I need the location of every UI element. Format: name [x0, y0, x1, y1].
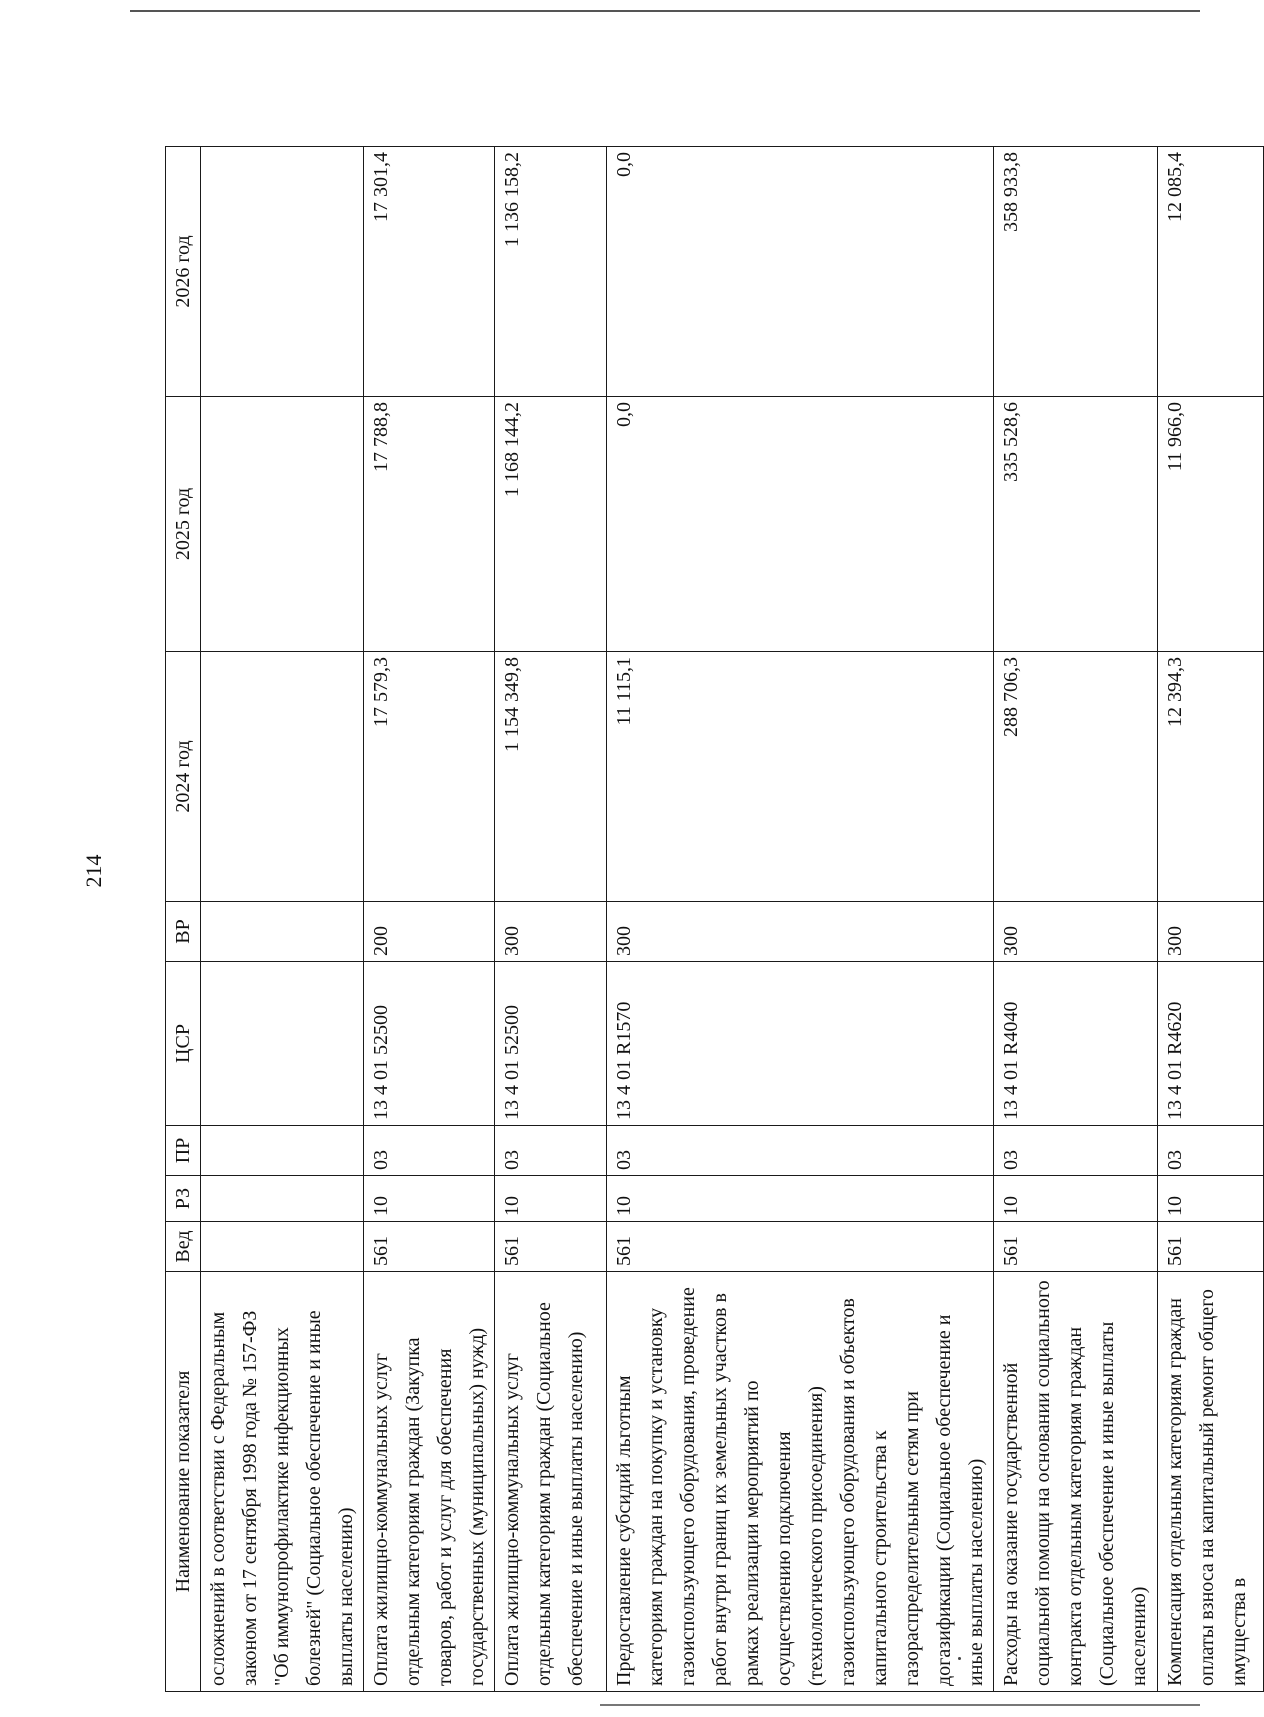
table-row	[364, 147, 495, 1692]
row-2026: 12 085,4	[1158, 147, 1264, 397]
header-pr: ПР	[166, 1126, 201, 1176]
row-csr: 13 4 01 R1570	[607, 962, 994, 1126]
row-ved: 561	[495, 1222, 607, 1272]
header-csr: ЦСР	[166, 962, 201, 1126]
budget-table	[165, 146, 1264, 1692]
table-row	[1158, 147, 1264, 1692]
row-pr	[201, 1126, 364, 1176]
row-vr: 200	[364, 902, 495, 962]
row-csr: 13 4 01 52500	[495, 962, 607, 1126]
row-csr: 13 4 01 R4620	[1158, 962, 1264, 1126]
row-2026: 0,0	[607, 147, 994, 397]
row-2025: 0,0	[607, 397, 994, 652]
row-pr: 03	[364, 1126, 495, 1176]
row-vr: 300	[607, 902, 994, 962]
table-row	[495, 147, 607, 1692]
row-2025: 17 788,8	[364, 397, 495, 652]
table-row	[607, 147, 994, 1692]
header-ved: Вед	[166, 1222, 201, 1272]
table-row	[994, 147, 1158, 1692]
row-name: Компенсация отдельным категориям граждан оплаты взноса на капитальный ремонт общего имущества в	[1158, 1272, 1264, 1692]
row-ved: 561	[364, 1222, 495, 1272]
row-vr: 300	[495, 902, 607, 962]
header-vr: ВР	[166, 902, 201, 962]
row-2024: 17 579,3	[364, 652, 495, 902]
row-rz: 10	[607, 1176, 994, 1222]
row-2025: 1 168 144,2	[495, 397, 607, 652]
row-name: Оплата жилищно-коммунальных услуг отдельным категориям граждан (Закупка товаров, работ и услуг для обеспечения государственных (муниципальных) нужд)	[364, 1272, 495, 1692]
row-csr: 13 4 01 52500	[364, 962, 495, 1126]
header-2025: 2025 год	[166, 397, 201, 652]
row-2024: 1 154 349,8	[495, 652, 607, 902]
row-2024: 288 706,3	[994, 652, 1158, 902]
row-rz: 10	[495, 1176, 607, 1222]
header-2026: 2026 год	[166, 147, 201, 397]
row-2026: 358 933,8	[994, 147, 1158, 397]
row-pr: 03	[495, 1126, 607, 1176]
row-name: Оплата жилищно-коммунальных услуг отдельным категориям граждан (Социальное обеспечение и иные выплаты населению)	[495, 1272, 607, 1692]
row-rz: 10	[1158, 1176, 1264, 1222]
row-2025	[201, 397, 364, 652]
table-header-row	[166, 147, 201, 1692]
row-2024: 11 115,1	[607, 652, 994, 902]
header-name: Наименование показателя	[166, 1272, 201, 1692]
row-vr: 300	[1158, 902, 1264, 962]
row-rz: 10	[364, 1176, 495, 1222]
row-name: Расходы на оказание государственной социальной помощи на основании социального контракта отдельным категориям граждан (Социальное обеспечение и иные выплаты населению)	[994, 1272, 1158, 1692]
row-ved	[201, 1222, 364, 1272]
row-pr: 03	[607, 1126, 994, 1176]
row-2026	[201, 147, 364, 397]
row-pr: 03	[1158, 1126, 1264, 1176]
row-2026: 17 301,4	[364, 147, 495, 397]
row-rz: 10	[994, 1176, 1158, 1222]
row-2025: 335 528,6	[994, 397, 1158, 652]
page-number: 214	[81, 854, 106, 888]
row-ved: 561	[1158, 1222, 1264, 1272]
row-pr: 03	[994, 1126, 1158, 1176]
row-name: осложнений в соответствии с Федеральным законом от 17 сентября 1998 года № 157-ФЗ "Об иммунопрофилактике инфекционных болезней" (Социальное обеспечение и иные выплаты населению)	[201, 1272, 364, 1692]
row-ved: 561	[607, 1222, 994, 1272]
row-2025: 11 966,0	[1158, 397, 1264, 652]
scan-edge-top	[130, 10, 1200, 12]
header-2024: 2024 год	[166, 652, 201, 902]
table-row	[201, 147, 364, 1692]
row-2024: 12 394,3	[1158, 652, 1264, 902]
header-rz: РЗ	[166, 1176, 201, 1222]
budget-table-rotated	[165, 147, 1250, 1692]
row-2024	[201, 652, 364, 902]
row-vr	[201, 902, 364, 962]
row-vr: 300	[994, 902, 1158, 962]
row-name: Предоставление субсидий льготным категориям граждан на покупку и установку газоиспользующего оборудования, проведение работ внутри границ их земельных участков в рамках реализации мероприятий по осуществлению подключения (технологического присоединения) газоиспользующего оборудования и объектов капитального строительства к газораспределительным сетям при догазификации (Социальное обеспечение и иные выплаты населению)	[607, 1272, 994, 1692]
row-rz	[201, 1176, 364, 1222]
row-csr	[201, 962, 364, 1126]
row-ved: 561	[994, 1222, 1158, 1272]
row-2026: 1 136 158,2	[495, 147, 607, 397]
row-csr: 13 4 01 R4040	[994, 962, 1158, 1126]
scan-edge-bottom	[600, 1704, 1200, 1706]
